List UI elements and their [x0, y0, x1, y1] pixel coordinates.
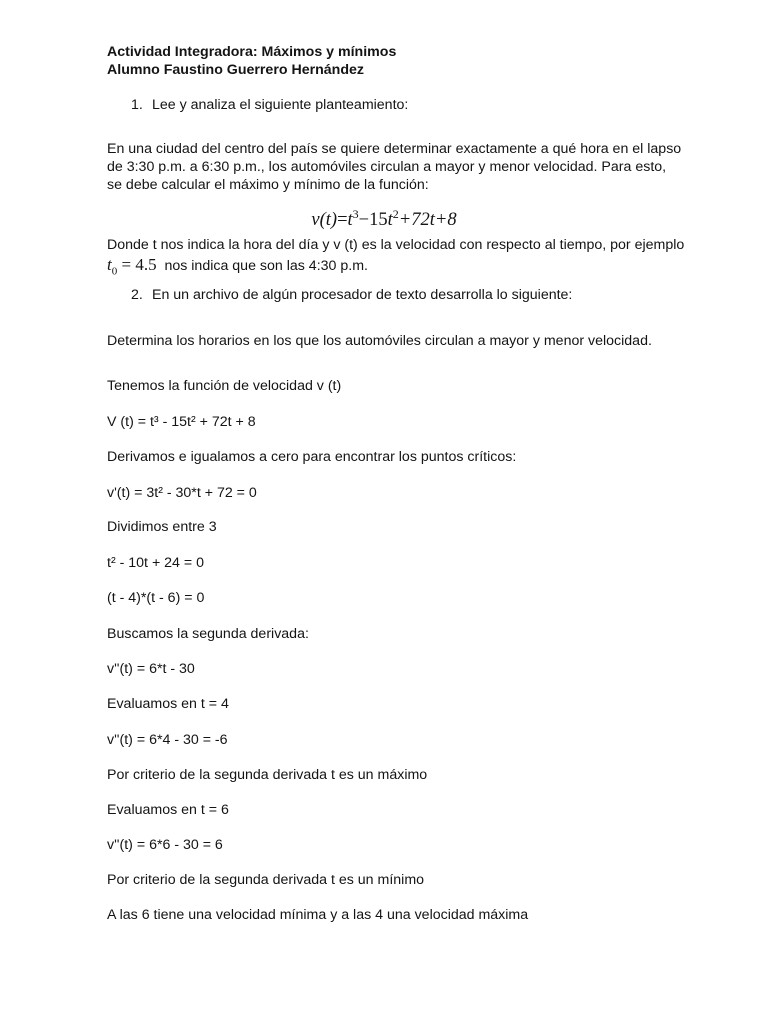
solution-line: v'(t) = 3t² - 30*t + 72 = 0 [107, 485, 257, 501]
solution-line: Dividimos entre 3 [107, 519, 217, 535]
document-title: Actividad Integradora: Máximos y mínimos [107, 44, 397, 60]
solution-line: Derivamos e igualamos a cero para encontrar los puntos críticos: [107, 449, 517, 465]
solution-line: Por criterio de la segunda derivada t es un mínimo [107, 872, 425, 888]
solution-line: A las 6 tiene una velocidad mínima y a las 4 una velocidad máxima [107, 907, 529, 923]
solution-line: Determina los horarios en los que los automóviles circulan a mayor y menor velocidad. [107, 333, 652, 349]
solution-line: t² - 10t + 24 = 0 [107, 555, 205, 571]
solution-line: v''(t) = 6*6 - 30 = 6 [107, 837, 223, 853]
velocity-formula: $v(t)=t^3-15t^2+72t+8$ [311, 207, 457, 231]
solution-line: Por criterio de la segunda derivada t es un máximo [107, 767, 428, 783]
list-number-2: 2. [131, 287, 143, 303]
solution-line: V (t) = t³ - 15t² + 72t + 8 [107, 414, 256, 430]
solution-line: Tenemos la función de velocidad v (t) [107, 378, 342, 394]
list-item-2: En un archivo de algún procesador de texto desarrolla lo siguiente: [152, 287, 573, 303]
list-number-1: 1. [131, 97, 143, 113]
solution-line: (t - 4)*(t - 6) = 0 [107, 590, 205, 606]
explanation-line-2: $t_0 = 4.5$ nos indica que son las 4:30 p.m. [107, 255, 368, 278]
problem-line-1: En una ciudad del centro del país se quiere determinar exactamente a qué hora en el lapso [107, 141, 682, 157]
solution-line: Evaluamos en t = 4 [107, 696, 229, 712]
solution-line: v''(t) = 6*t - 30 [107, 661, 195, 677]
problem-line-3: se debe calcular el máximo y mínimo de la función: [107, 177, 429, 193]
example-math: $t_0 = 4.5$ [107, 255, 157, 278]
student-name: Alumno Faustino Guerrero Hernández [107, 62, 364, 78]
solution-line: v''(t) = 6*4 - 30 = -6 [107, 732, 228, 748]
list-item-1: Lee y analiza el siguiente planteamiento: [152, 97, 409, 113]
solution-line: Evaluamos en t = 6 [107, 802, 229, 818]
solution-line: Buscamos la segunda derivada: [107, 626, 309, 642]
explanation-line-1: Donde t nos indica la hora del día y v (t) es la velocidad con respecto al tiempo, por ejemplo [107, 237, 685, 253]
problem-line-2: de 3:30 p.m. a 6:30 p.m., los automóviles circulan a mayor y menor velocidad. Para esto, [107, 159, 667, 175]
